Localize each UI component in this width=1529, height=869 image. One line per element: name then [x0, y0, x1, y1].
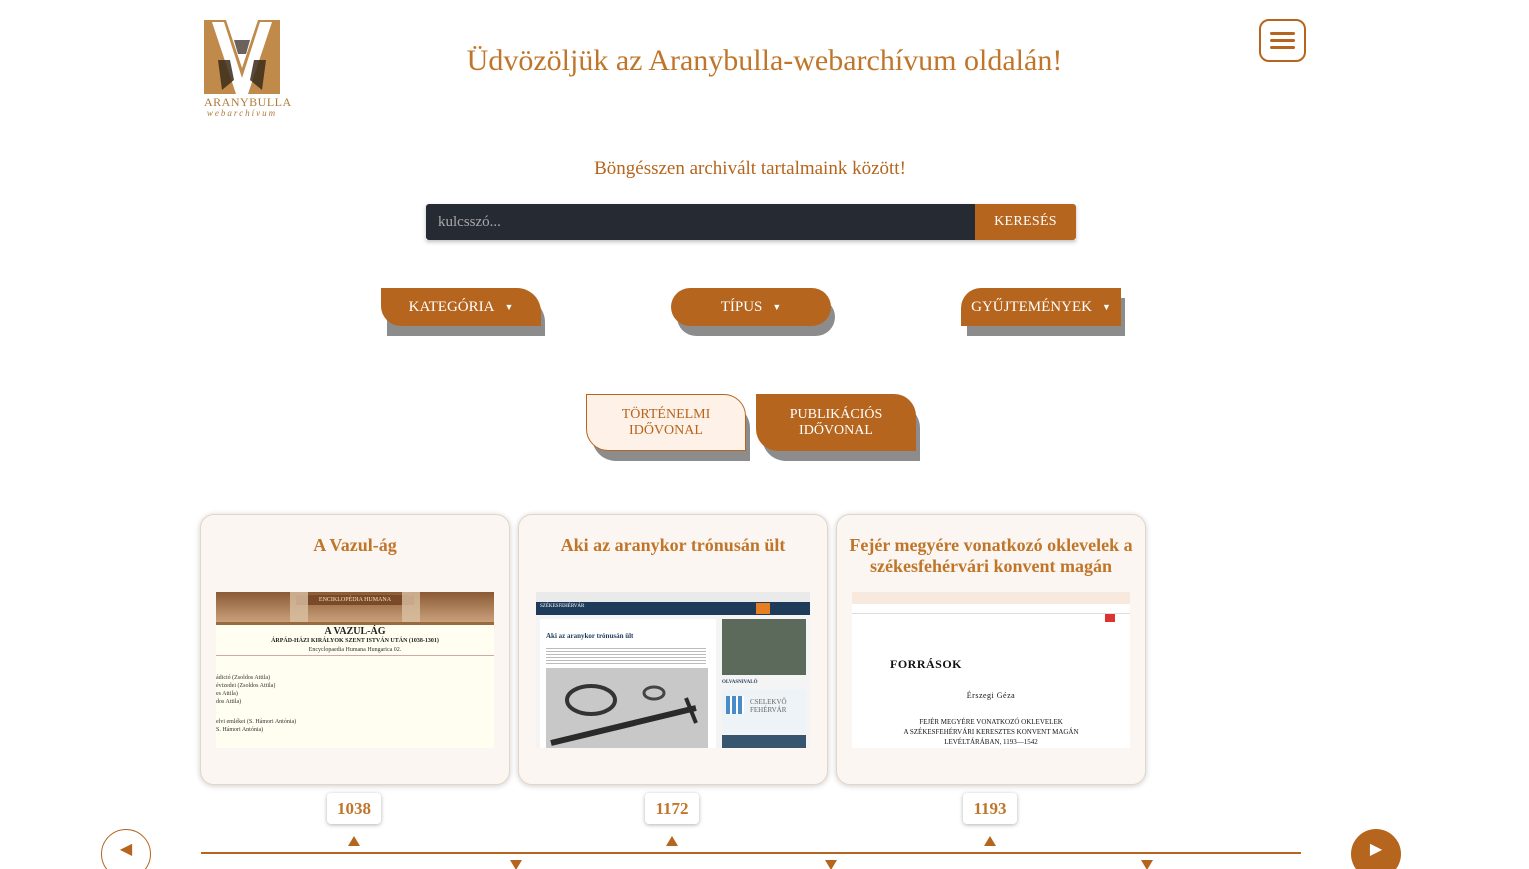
card-thumbnail [536, 592, 810, 748]
tick-up-icon [666, 836, 678, 846]
publication-timeline-toggle [756, 394, 922, 462]
logo-name: ARANYBULLA [204, 95, 292, 109]
year-badge[interactable]: 1038 [327, 793, 381, 824]
thumb-line2: A SZÉKESFEHÉRVÁRI KERESZTES KONVENT MAGÁN [903, 728, 1079, 736]
search-button[interactable]: KERESÉS [975, 204, 1076, 240]
thumb-rule [216, 655, 494, 656]
thumb-logo-line: CSELEKVŐ [750, 698, 787, 706]
thumb-line: ádició (Zsoldos Attila) [216, 675, 270, 681]
publication-line2: IDŐVONAL [799, 422, 873, 438]
tick-down-icon [825, 860, 837, 869]
thumb-topbar [852, 592, 1130, 604]
hamburger-menu-button[interactable] [1259, 19, 1306, 62]
thumb-nav-accent [756, 603, 770, 614]
card-title: Fejér megyére vonatkozó oklevelek a székesfehérvári konvent magán [849, 535, 1133, 576]
thumb-section: FORRÁSOK [890, 657, 963, 671]
year-badge[interactable]: 1172 [645, 793, 699, 824]
thumb-banner-text: ENCIKLOPÉDIA HUMANA [296, 595, 414, 605]
tick-up-icon [348, 836, 360, 846]
arrow-left-icon: ◀ [119, 841, 133, 858]
search-input[interactable] [426, 204, 975, 240]
timeline-next-button[interactable] [1351, 829, 1401, 869]
historical-line2: IDŐVONAL [629, 422, 703, 438]
historical-timeline-button[interactable] [586, 394, 746, 451]
thumb-side-label: OLVASNIVALÓ [722, 680, 758, 685]
statue-icon [290, 592, 308, 622]
type-label: TÍPUS [720, 298, 763, 315]
timeline-axis [201, 852, 1301, 854]
thumb-text [546, 646, 706, 664]
caret-down-icon: ▼ [504, 302, 514, 312]
crown-sword-icon [546, 668, 708, 748]
thumb-close-icon [1105, 614, 1115, 622]
thumb-logo-text [750, 698, 787, 714]
card-thumbnail [852, 592, 1130, 748]
thumb-series: Encyclopaedia Humana Hungarica 02. [308, 647, 402, 653]
collections-label: GYŰJTEMÉNYEK [971, 298, 1092, 315]
thumb-divider [216, 622, 494, 625]
category-label: KATEGÓRIA [408, 298, 495, 315]
type-dropdown[interactable] [671, 288, 831, 326]
logo-subtitle: webarchívum [206, 108, 278, 118]
timeline-card[interactable] [200, 514, 510, 785]
menu-icon [1270, 32, 1295, 35]
thumb-site: SZÉKESFEHÉRVÁR [540, 604, 585, 609]
caret-down-icon: ▼ [1101, 302, 1111, 312]
tick-down-icon [1141, 860, 1153, 869]
thumb-line3: LEVÉLTÁRÁBAN, 1193—1542 [944, 738, 1038, 746]
card-title: A Vazul-ág [313, 535, 397, 555]
category-dropdown[interactable] [381, 288, 541, 326]
publication-timeline-button[interactable] [756, 394, 916, 451]
thumb-logo-line: FEHÉRVÁR [750, 706, 787, 714]
caret-down-icon: ▼ [772, 302, 782, 312]
thumb-topbar [536, 592, 810, 602]
thumb-toolbar [852, 604, 1130, 614]
arrow-right-icon: ▶ [1369, 841, 1383, 858]
thumb-side-photo [722, 735, 806, 748]
search-bar [426, 204, 1076, 240]
grid-logo-icon [726, 696, 744, 714]
timeline-card[interactable] [518, 514, 828, 785]
thumb-list [216, 674, 296, 734]
tick-up-icon [984, 836, 996, 846]
thumb-line: elvi emlékei (S. Hámori Antónia) [216, 719, 297, 725]
thumb-statue-photo [722, 619, 806, 675]
menu-icon [1270, 39, 1295, 42]
menu-icon [1270, 46, 1295, 49]
publication-line1: PUBLIKÁCIÓS [789, 406, 883, 422]
card-thumbnail [216, 592, 494, 748]
timeline-prev-button[interactable] [101, 829, 151, 869]
collections-dropdown[interactable] [961, 288, 1121, 326]
page-title: Üdvözöljük az Aranybulla-webarchívum oldalán! [466, 44, 1063, 77]
thumb-headline: Aki az aranykor trónusán ült [546, 632, 634, 640]
historical-timeline-toggle [586, 394, 752, 462]
historical-line1: TÖRTÉNELMI [621, 406, 711, 422]
thumb-line: évizedei (Zsoldos Attila) [216, 683, 276, 689]
statue-icon [402, 592, 420, 622]
thumb-line: dos Attila) [216, 699, 242, 705]
filter-collections [961, 288, 1125, 336]
tick-down-icon [510, 860, 522, 869]
filter-category [381, 288, 545, 336]
thumb-line: es Attila) [216, 691, 238, 697]
thumb-line1: FEJÉR MEGYÉRE VONATKOZÓ OKLEVELEK [919, 718, 1063, 726]
thumb-line: S. Hámori Antónia) [216, 727, 264, 733]
thumb-photo [546, 668, 708, 748]
search-heading: Böngésszen archivált tartalmaink között! [594, 158, 906, 179]
filter-type [671, 288, 835, 336]
thumb-sub: ÁRPÁD-HÁZI KIRÁLYOK SZENT ISTVÁN UTÁN (1038-1301) [271, 638, 439, 644]
thumb-author: Érszegi Géza [966, 691, 1016, 700]
thumb-heading: A VAZUL-ÁG [324, 626, 386, 637]
year-badge[interactable]: 1193 [963, 793, 1017, 824]
card-title: Aki az aranykor trónusán ült [560, 535, 786, 555]
timeline-card[interactable] [836, 514, 1146, 785]
